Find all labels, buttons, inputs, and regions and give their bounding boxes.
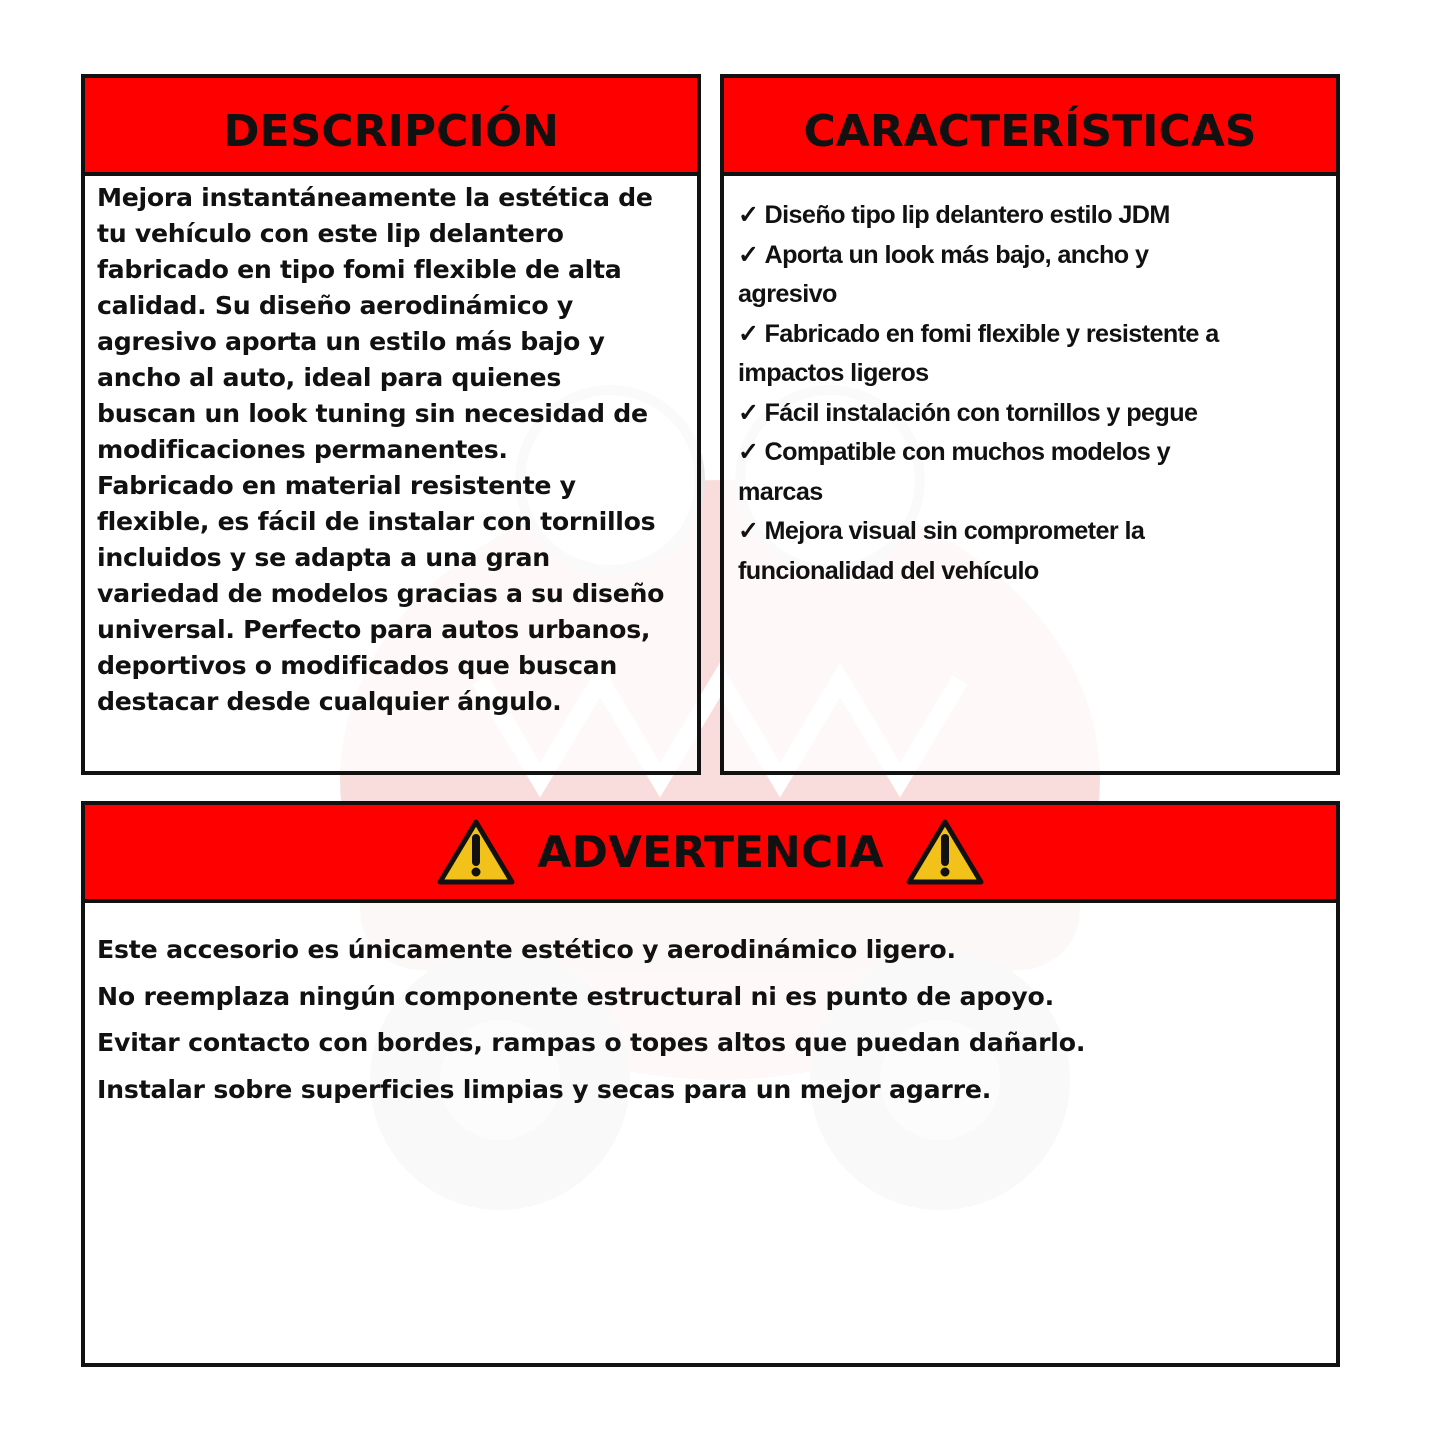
descripcion-line: variedad de modelos gracias a su diseño bbox=[97, 579, 665, 608]
descripcion-body bbox=[85, 176, 697, 720]
descripcion-title: DESCRIPCIÓN bbox=[223, 105, 559, 157]
caracteristica-text-continued: impactos ligeros bbox=[738, 359, 929, 387]
descripcion-line: universal. Perfecto para autos urbanos, bbox=[97, 615, 651, 644]
descripcion-line: agresivo aporta un estilo más bajo y bbox=[97, 327, 605, 356]
checkmark-icon: ✓ bbox=[738, 319, 759, 348]
caracteristica-text: Aporta un look más bajo, ancho y bbox=[764, 240, 1149, 269]
caracteristica-text-continued: marcas bbox=[738, 477, 823, 506]
descripcion-line: modificaciones permanentes. bbox=[97, 435, 508, 464]
caracteristica-item bbox=[738, 196, 1324, 236]
descripcion-line: fabricado en tipo fomi flexible de alta bbox=[97, 255, 622, 284]
caracteristica-text: Mejora visual sin comprometer la bbox=[764, 517, 1145, 545]
caracteristica-item bbox=[738, 315, 1324, 355]
advertencia-body bbox=[85, 903, 1336, 1113]
caracteristicas-list bbox=[724, 176, 1336, 591]
caracteristica-item bbox=[738, 433, 1324, 473]
caracteristica-item bbox=[738, 394, 1324, 434]
advertencia-header bbox=[85, 805, 1336, 903]
descripcion-line: ancho al auto, ideal para quienes bbox=[97, 363, 562, 392]
checkmark-icon: ✓ bbox=[738, 201, 759, 229]
caracteristica-text-continued: agresivo bbox=[738, 280, 837, 308]
caracteristica-text: Compatible con muchos modelos y bbox=[764, 438, 1170, 466]
advertencia-line: Instalar sobre superficies limpias y secas para un mejor agarre. bbox=[97, 1074, 992, 1104]
caracteristica-text: Diseño tipo lip delantero estilo JDM bbox=[764, 201, 1170, 229]
descripcion-line: buscan un look tuning sin necesidad de bbox=[97, 399, 648, 428]
descripcion-line: tu vehículo con este lip delantero bbox=[97, 219, 564, 248]
advertencia-panel bbox=[81, 801, 1340, 1367]
advertencia-line: Evitar contacto con bordes, rampas o topes altos que puedan dañarlo. bbox=[97, 1028, 1086, 1057]
advertencia-title: ADVERTENCIA bbox=[537, 826, 884, 878]
caracteristica-text: Fabricado en fomi flexible y resistente a bbox=[764, 319, 1219, 348]
descripcion-line: Mejora instantáneamente la estética de bbox=[97, 183, 653, 212]
descripcion-line: flexible, es fácil de instalar con tornillos bbox=[97, 507, 656, 536]
warning-triangle-icon bbox=[906, 818, 984, 886]
caracteristicas-title: CARACTERÍSTICAS bbox=[803, 105, 1257, 157]
warning-triangle-icon bbox=[437, 818, 515, 886]
descripcion-line: calidad. Su diseño aerodinámico y bbox=[97, 291, 573, 320]
caracteristica-text-continued: funcionalidad del vehículo bbox=[738, 556, 1039, 585]
checkmark-icon: ✓ bbox=[738, 398, 759, 427]
descripcion-line: destacar desde cualquier ángulo. bbox=[97, 687, 562, 716]
caracteristica-text: Fácil instalación con tornillos y pegue bbox=[764, 398, 1198, 427]
descripcion-line: incluidos y se adapta a una gran bbox=[97, 543, 550, 572]
checkmark-icon: ✓ bbox=[738, 517, 759, 545]
descripcion-line: deportivos o modificados que buscan bbox=[97, 651, 618, 680]
descripcion-line: Fabricado en material resistente y bbox=[97, 471, 576, 500]
caracteristica-item bbox=[738, 236, 1324, 276]
caracteristicas-panel bbox=[720, 74, 1340, 775]
caracteristica-item bbox=[738, 512, 1324, 552]
checkmark-icon: ✓ bbox=[738, 240, 759, 269]
descripcion-panel bbox=[81, 74, 701, 775]
advertencia-line: Este accesorio es únicamente estético y aerodinámico ligero. bbox=[97, 935, 956, 964]
advertencia-line: No reemplaza ningún componente estructural ni es punto de apoyo. bbox=[97, 981, 1054, 1011]
descripcion-header bbox=[85, 78, 697, 176]
checkmark-icon: ✓ bbox=[738, 438, 759, 466]
caracteristicas-header bbox=[724, 78, 1336, 176]
